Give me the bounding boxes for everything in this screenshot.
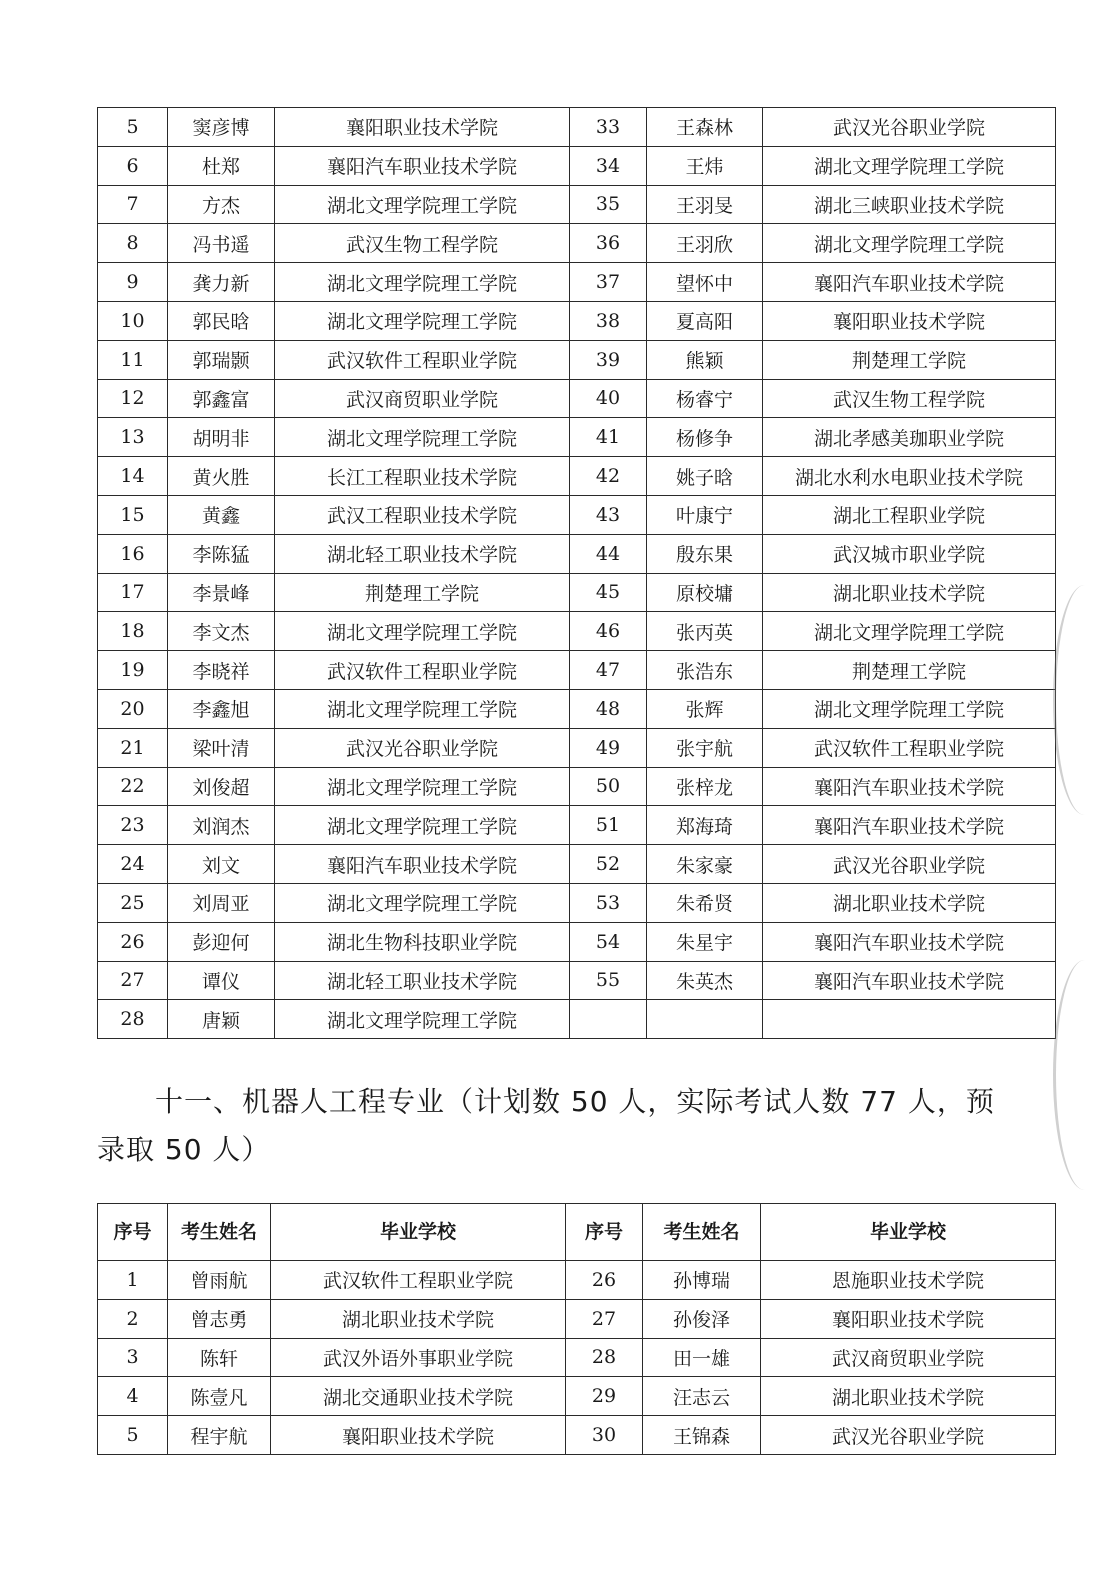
admission-table-continued [97,107,1056,1039]
cell-name: 田一雄 [643,1338,761,1377]
cell-school: 湖北文理学院理工学院 [275,883,570,922]
cell-no: 41 [570,418,647,457]
cell-no: 35 [570,185,647,224]
cell-no: 55 [570,961,647,1000]
seal-stamp-fragment [1053,960,1116,1190]
table-row [98,1000,1056,1039]
header-name: 考生姓名 [168,1204,271,1261]
cell-no: 13 [98,418,168,457]
cell-name: 李陈猛 [168,534,275,573]
table-row [98,1338,1056,1377]
cell-name: 张丙英 [647,612,763,651]
cell-name: 夏高阳 [647,301,763,340]
cell-no: 19 [98,651,168,690]
cell-school: 湖北职业技术学院 [271,1299,566,1338]
cell-name: 王炜 [647,146,763,185]
cell-school: 湖北轻工职业技术学院 [275,534,570,573]
cell-school: 湖北水利水电职业技术学院 [763,457,1056,496]
header-no: 序号 [566,1204,643,1261]
cell-name: 曾雨航 [168,1261,271,1300]
cell-no: 27 [566,1299,643,1338]
cell-no: 20 [98,689,168,728]
cell-school: 武汉光谷职业学院 [761,1416,1056,1455]
cell-school: 湖北三峡职业技术学院 [763,185,1056,224]
cell-name: 殷东果 [647,534,763,573]
cell-name: 李晓祥 [168,651,275,690]
table-row [98,457,1056,496]
cell-no: 17 [98,573,168,612]
cell-no: 39 [570,340,647,379]
cell-name: 黄火胜 [168,457,275,496]
table-row [98,146,1056,185]
cell-school: 武汉光谷职业学院 [763,845,1056,884]
cell-no: 14 [98,457,168,496]
cell-school: 武汉生物工程学院 [763,379,1056,418]
cell-no: 28 [566,1338,643,1377]
cell-no: 24 [98,845,168,884]
cell-name: 郑海琦 [647,806,763,845]
cell-no: 1 [98,1261,168,1300]
cell-school: 襄阳汽车职业技术学院 [763,767,1056,806]
cell-no: 48 [570,689,647,728]
cell-school: 湖北文理学院理工学院 [275,806,570,845]
cell-school: 武汉软件工程职业学院 [275,340,570,379]
cell-no: 50 [570,767,647,806]
cell-no: 23 [98,806,168,845]
table-row [98,573,1056,612]
cell-name [647,1000,763,1039]
cell-no: 38 [570,301,647,340]
cell-name: 郭民晗 [168,301,275,340]
table-row [98,883,1056,922]
cell-school: 湖北职业技术学院 [763,573,1056,612]
cell-name: 王锦森 [643,1416,761,1455]
table-row [98,1299,1056,1338]
cell-school: 襄阳职业技术学院 [271,1416,566,1455]
cell-name: 孙俊泽 [643,1299,761,1338]
cell-name: 郭鑫富 [168,379,275,418]
cell-school: 长江工程职业技术学院 [275,457,570,496]
table-row [98,340,1056,379]
header-name: 考生姓名 [643,1204,761,1261]
cell-school: 襄阳汽车职业技术学院 [763,263,1056,302]
cell-name: 杨修争 [647,418,763,457]
cell-no: 4 [98,1377,168,1416]
cell-school: 襄阳职业技术学院 [763,301,1056,340]
cell-no: 7 [98,185,168,224]
cell-school: 湖北文理学院理工学院 [763,146,1056,185]
cell-no: 29 [566,1377,643,1416]
cell-no: 43 [570,495,647,534]
table-row [98,922,1056,961]
cell-school: 武汉外语外事职业学院 [271,1338,566,1377]
cell-name: 张梓龙 [647,767,763,806]
cell-no: 18 [98,612,168,651]
table-body [98,1261,1056,1455]
cell-name: 孙博瑞 [643,1261,761,1300]
cell-no: 54 [570,922,647,961]
cell-name: 刘润杰 [168,806,275,845]
table-row [98,767,1056,806]
header-school: 毕业学校 [761,1204,1056,1261]
cell-school: 武汉软件工程职业学院 [763,728,1056,767]
cell-school [763,1000,1056,1039]
cell-name: 汪志云 [643,1377,761,1416]
cell-school: 武汉软件工程职业学院 [275,651,570,690]
cell-name: 刘周亚 [168,883,275,922]
cell-school: 湖北文理学院理工学院 [275,1000,570,1039]
cell-no: 22 [98,767,168,806]
cell-no: 36 [570,224,647,263]
cell-name: 杨睿宁 [647,379,763,418]
cell-school: 湖北文理学院理工学院 [275,418,570,457]
cell-name: 熊颖 [647,340,763,379]
cell-school: 恩施职业技术学院 [761,1261,1056,1300]
cell-name: 彭迎何 [168,922,275,961]
cell-school: 襄阳汽车职业技术学院 [275,845,570,884]
cell-no: 46 [570,612,647,651]
cell-school: 湖北文理学院理工学院 [763,612,1056,651]
cell-name: 李文杰 [168,612,275,651]
cell-no: 47 [570,651,647,690]
header-no: 序号 [98,1204,168,1261]
cell-name: 陈壹凡 [168,1377,271,1416]
cell-no: 33 [570,108,647,147]
table-row [98,108,1056,147]
table-header-row [98,1204,1056,1261]
cell-school: 湖北文理学院理工学院 [763,689,1056,728]
cell-name: 王森林 [647,108,763,147]
cell-name: 刘俊超 [168,767,275,806]
cell-no: 34 [570,146,647,185]
cell-school: 襄阳职业技术学院 [761,1299,1056,1338]
cell-name: 唐颖 [168,1000,275,1039]
cell-name: 方杰 [168,185,275,224]
cell-school: 武汉光谷职业学院 [275,728,570,767]
cell-no: 42 [570,457,647,496]
seal-stamp-fragment [1053,585,1116,815]
cell-school: 武汉城市职业学院 [763,534,1056,573]
cell-no: 40 [570,379,647,418]
cell-no: 52 [570,845,647,884]
cell-school: 襄阳汽车职业技术学院 [275,146,570,185]
cell-school: 湖北文理学院理工学院 [275,767,570,806]
table-row [98,185,1056,224]
cell-name: 朱家豪 [647,845,763,884]
cell-name: 曾志勇 [168,1299,271,1338]
cell-name: 朱希贤 [647,883,763,922]
table-row [98,1377,1056,1416]
cell-name: 胡明非 [168,418,275,457]
cell-no: 44 [570,534,647,573]
cell-name: 原校墉 [647,573,763,612]
cell-no: 49 [570,728,647,767]
cell-no: 27 [98,961,168,1000]
cell-name: 望怀中 [647,263,763,302]
cell-school: 湖北文理学院理工学院 [275,689,570,728]
cell-school: 荆楚理工学院 [763,340,1056,379]
table-row [98,418,1056,457]
cell-school: 武汉商贸职业学院 [761,1338,1056,1377]
table-row [98,1416,1056,1455]
cell-school: 湖北职业技术学院 [763,883,1056,922]
cell-school: 襄阳汽车职业技术学院 [763,806,1056,845]
table-row [98,728,1056,767]
cell-name: 李鑫旭 [168,689,275,728]
cell-no: 15 [98,495,168,534]
cell-no: 5 [98,108,168,147]
cell-school: 武汉软件工程职业学院 [271,1261,566,1300]
table-row [98,961,1056,1000]
cell-name: 叶康宁 [647,495,763,534]
cell-no: 2 [98,1299,168,1338]
cell-no: 21 [98,728,168,767]
cell-school: 荆楚理工学院 [275,573,570,612]
cell-school: 武汉生物工程学院 [275,224,570,263]
cell-school: 襄阳汽车职业技术学院 [763,961,1056,1000]
robotics-admission-table [97,1203,1056,1455]
table-row [98,612,1056,651]
cell-school: 荆楚理工学院 [763,651,1056,690]
cell-school: 湖北孝感美珈职业学院 [763,418,1056,457]
cell-name: 龚力新 [168,263,275,302]
section-heading: 十一、机器人工程专业（计划数 50 人，实际考试人数 77 人，预录取 50 人） [97,1085,995,1166]
cell-no: 45 [570,573,647,612]
cell-name: 张浩东 [647,651,763,690]
table-row [98,689,1056,728]
cell-school: 湖北文理学院理工学院 [763,224,1056,263]
cell-school: 武汉光谷职业学院 [763,108,1056,147]
cell-name: 朱星宇 [647,922,763,961]
cell-no: 16 [98,534,168,573]
cell-no: 26 [98,922,168,961]
cell-name: 窦彦博 [168,108,275,147]
table-row [98,495,1056,534]
cell-no: 30 [566,1416,643,1455]
cell-name: 冯书遥 [168,224,275,263]
cell-school: 武汉工程职业技术学院 [275,495,570,534]
cell-no: 12 [98,379,168,418]
table-row [98,379,1056,418]
table-row [98,806,1056,845]
table-row [98,301,1056,340]
cell-name: 姚子晗 [647,457,763,496]
cell-school: 湖北工程职业学院 [763,495,1056,534]
table-row [98,534,1056,573]
cell-no: 37 [570,263,647,302]
cell-name: 刘文 [168,845,275,884]
cell-school: 湖北交通职业技术学院 [271,1377,566,1416]
cell-no: 28 [98,1000,168,1039]
cell-school: 湖北职业技术学院 [761,1377,1056,1416]
table-body [98,108,1056,1039]
header-school: 毕业学校 [271,1204,566,1261]
cell-school: 武汉商贸职业学院 [275,379,570,418]
cell-name: 杜郑 [168,146,275,185]
table-row [98,651,1056,690]
cell-name: 黄鑫 [168,495,275,534]
cell-school: 湖北生物科技职业学院 [275,922,570,961]
cell-school: 湖北文理学院理工学院 [275,185,570,224]
table-row [98,1261,1056,1300]
cell-name: 王羽欣 [647,224,763,263]
cell-name: 谭仪 [168,961,275,1000]
cell-school: 湖北轻工职业技术学院 [275,961,570,1000]
cell-school: 湖北文理学院理工学院 [275,612,570,651]
cell-name: 郭瑞颢 [168,340,275,379]
cell-no: 3 [98,1338,168,1377]
cell-no: 5 [98,1416,168,1455]
cell-no: 8 [98,224,168,263]
cell-name: 朱英杰 [647,961,763,1000]
cell-no: 6 [98,146,168,185]
cell-name: 张宇航 [647,728,763,767]
cell-name: 梁叶清 [168,728,275,767]
cell-no: 10 [98,301,168,340]
cell-school: 襄阳汽车职业技术学院 [763,922,1056,961]
table-row [98,224,1056,263]
cell-no: 53 [570,883,647,922]
cell-school: 湖北文理学院理工学院 [275,263,570,302]
cell-name: 张辉 [647,689,763,728]
cell-name: 李景峰 [168,573,275,612]
cell-name: 王羽旻 [647,185,763,224]
cell-no: 26 [566,1261,643,1300]
table-row [98,263,1056,302]
cell-no [570,1000,647,1039]
cell-no: 9 [98,263,168,302]
cell-no: 11 [98,340,168,379]
cell-no: 25 [98,883,168,922]
cell-school: 襄阳职业技术学院 [275,108,570,147]
cell-no: 51 [570,806,647,845]
cell-name: 陈轩 [168,1338,271,1377]
cell-name: 程宇航 [168,1416,271,1455]
table-row [98,845,1056,884]
cell-school: 湖北文理学院理工学院 [275,301,570,340]
